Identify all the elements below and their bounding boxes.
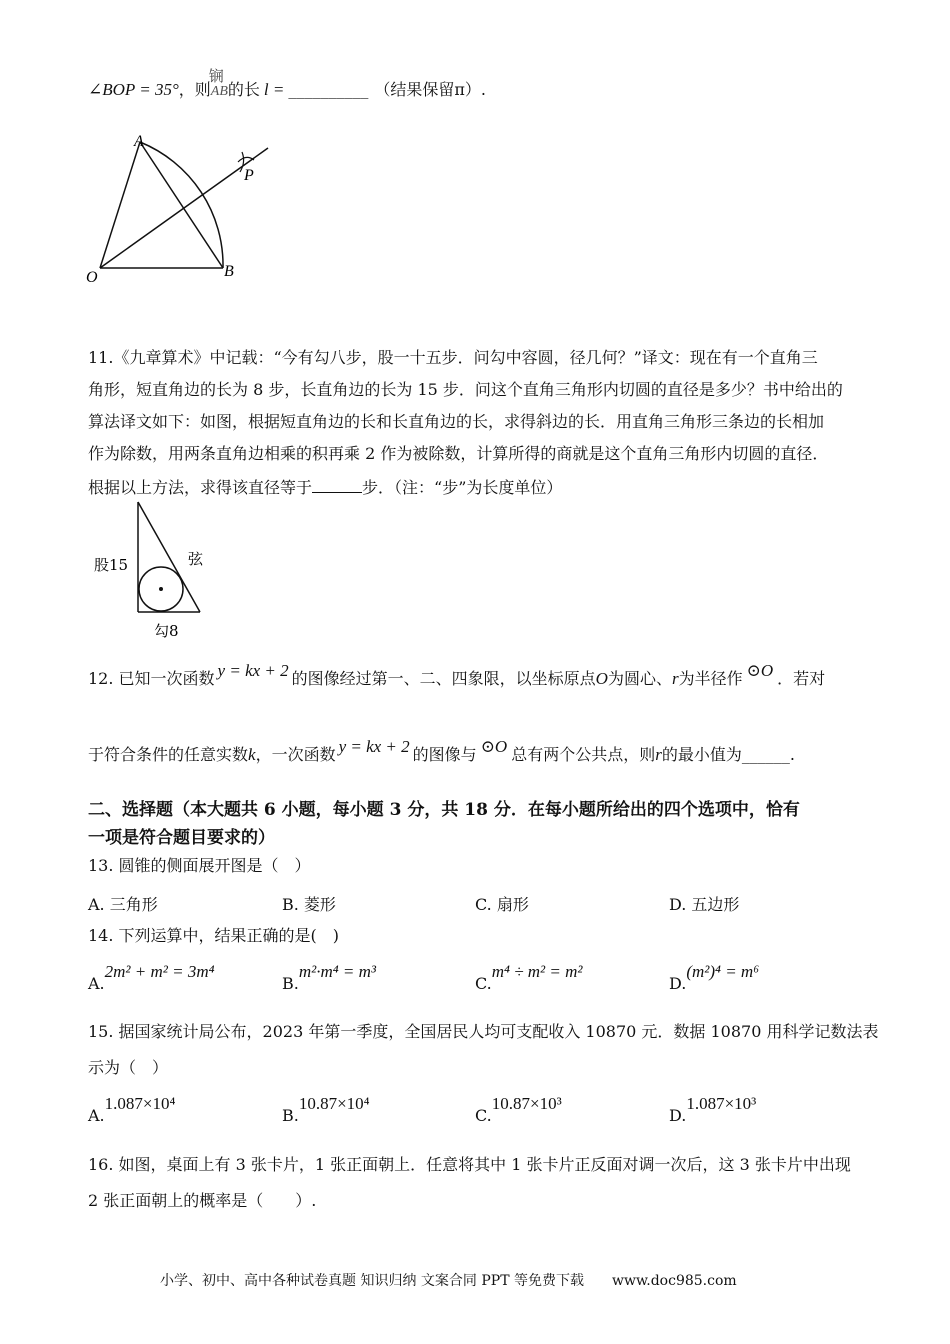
option-label: B.	[282, 974, 299, 993]
q12-p1: 12. 已知一次函数	[88, 669, 215, 688]
q14-stem: 14. 下列运算中，结果正确的是( )	[88, 926, 340, 945]
figure-q10-triangle-arc	[80, 128, 280, 288]
label-A: A	[134, 133, 144, 150]
var-k: k	[248, 745, 256, 764]
formula-linear: y = kx + 2	[217, 661, 289, 680]
label-P: P	[244, 167, 254, 184]
option-label: C.	[475, 1106, 492, 1125]
q10-note: （结果保留π）.	[374, 80, 486, 99]
q14-option-a[interactable]	[88, 962, 215, 993]
q16-line-1: 16. 如图，桌面上有 3 张卡片，1 张正面朝上．任意将其中 1 张卡片正反面对调一次后，这 3 张卡片中出现	[88, 1155, 851, 1174]
page-footer	[160, 1270, 737, 1290]
q13-option-d[interactable]: D. 五边形	[669, 895, 740, 914]
arc-overlay: 锎	[208, 67, 224, 85]
q15-value-d: 1.087×10³	[686, 1094, 757, 1113]
q11-line-5	[88, 476, 562, 498]
q14-formula-b: m²·m⁴ = m³	[298, 962, 376, 981]
q12-p5: ．若对	[777, 669, 826, 688]
q10-text: ，则	[178, 80, 211, 99]
q12-l2a: 于符合条件的任意实数	[88, 745, 249, 764]
option-label: A.	[88, 1106, 105, 1125]
q12-line-2	[88, 737, 795, 765]
formula-linear: y = kx + 2	[338, 737, 410, 756]
footer-text: 小学、初中、高中各种试卷真题 知识归纳 文案合同 PPT 等免费下载	[160, 1273, 584, 1289]
q14-option-b[interactable]	[282, 962, 376, 993]
label-B: B	[224, 263, 234, 280]
q14-formula-a: 2m² + m² = 3m⁴	[104, 962, 215, 981]
q10-answer-line	[88, 67, 486, 102]
q13-stem: 13. 圆锥的侧面展开图是（ ）	[88, 856, 311, 875]
q13-option-a[interactable]: A. 三角形	[88, 895, 158, 914]
q12-p2: 的图像经过第一、二、四象限，以坐标原点	[291, 669, 596, 688]
footer-url[interactable]: www.doc985.com	[611, 1273, 737, 1289]
label-O: O	[86, 269, 98, 286]
option-label: D.	[669, 974, 687, 993]
q10-text-2: 的长	[227, 80, 260, 99]
var-O: O	[595, 669, 608, 688]
arc-label: AB	[210, 84, 228, 99]
q15-value-c: 10.87×10³	[491, 1094, 562, 1113]
angle-equation: ∠BOP = 35°	[88, 80, 179, 99]
q11-line-2: 角形，短直角边的长为 8 步，长直角边的长为 15 步．问这个直角三角形内切圆的直径是多少？书中给出的	[88, 380, 843, 399]
answer-blank	[312, 476, 362, 493]
q12-p4: 为半径作	[678, 669, 743, 688]
option-label: D.	[669, 1106, 687, 1125]
q11-line-4: 作为除数，用两条直角边相乘的积再乘 2 作为被除数，计算所得的商就是这个直角三角形内切圆的直径．	[88, 444, 829, 463]
arc-symbol	[208, 67, 228, 102]
section-2-heading-line-1: 二、选择题（本大题共 6 小题，每小题 3 分，共 18 分．在每小题所给出的四个选项中，恰有	[88, 800, 800, 820]
q12-l2b: ，一次函数	[255, 745, 336, 764]
circle-O: ⊙O	[480, 737, 508, 756]
answer-blank: __________	[288, 80, 369, 99]
label-gu15: 股15	[94, 556, 129, 574]
label-gou8: 勾8	[154, 622, 179, 640]
option-label: A.	[88, 974, 105, 993]
q12-l2c: 的图像与	[412, 745, 477, 764]
q11-line-1: 11.《九章算术》中记载：“今有勾八步，股一十五步．问勾中容圆，径几何？”译文：现在有一个直角三	[88, 348, 818, 367]
q15-option-c[interactable]	[475, 1094, 562, 1125]
var-r: r	[655, 745, 662, 764]
q14-option-d[interactable]	[669, 962, 760, 993]
q12-l2e: 的最小值为	[661, 745, 742, 764]
q15-line-1: 15. 据国家统计局公布，2023 年第一季度，全国居民人均可支配收入 10870 元．数据 10870 用科学记数法表	[88, 1022, 879, 1041]
q11-line-5b: 步．（注：“步”为长度单位）	[362, 478, 563, 497]
q15-option-a[interactable]	[88, 1094, 176, 1125]
q14-formula-c: m⁴ ÷ m² = m²	[491, 962, 583, 981]
figure-q11-right-triangle-incircle	[88, 496, 228, 646]
q15-option-b[interactable]	[282, 1094, 370, 1125]
q12-line-1	[88, 661, 826, 689]
q15-value-b: 10.87×10⁴	[298, 1094, 370, 1113]
option-label: C.	[475, 974, 492, 993]
q15-option-d[interactable]	[669, 1094, 757, 1125]
section-2-heading-line-2: 一项是符合题目要求的）	[88, 828, 275, 848]
q14-option-c[interactable]	[475, 962, 583, 993]
var-r: r	[671, 669, 679, 688]
label-xian: 弦	[188, 550, 204, 568]
q14-formula-d: (m²)⁴ = m⁶	[686, 962, 760, 981]
q13-option-c[interactable]: C. 扇形	[475, 895, 529, 914]
q15-value-a: 1.087×10⁴	[104, 1094, 176, 1113]
q15-line-2: 示为（ ）	[88, 1058, 169, 1077]
q12-p3: 为圆心、	[607, 669, 672, 688]
q11-line-5a: 根据以上方法，求得该直径等于	[88, 478, 313, 497]
option-label: B.	[282, 1106, 299, 1125]
answer-blank: ______.	[741, 745, 795, 764]
q13-option-b[interactable]: B. 菱形	[282, 895, 336, 914]
circle-O: ⊙O	[746, 661, 774, 680]
q11-line-3: 算法译文如下：如图，根据短直角边的长和长直角边的长，求得斜边的长．用直角三角形三条边的长相加	[88, 412, 825, 431]
var-l: l =	[263, 80, 285, 99]
q16-line-2: 2 张正面朝上的概率是（ ）.	[88, 1191, 317, 1210]
q12-l2d: 总有两个公共点，则	[511, 745, 656, 764]
